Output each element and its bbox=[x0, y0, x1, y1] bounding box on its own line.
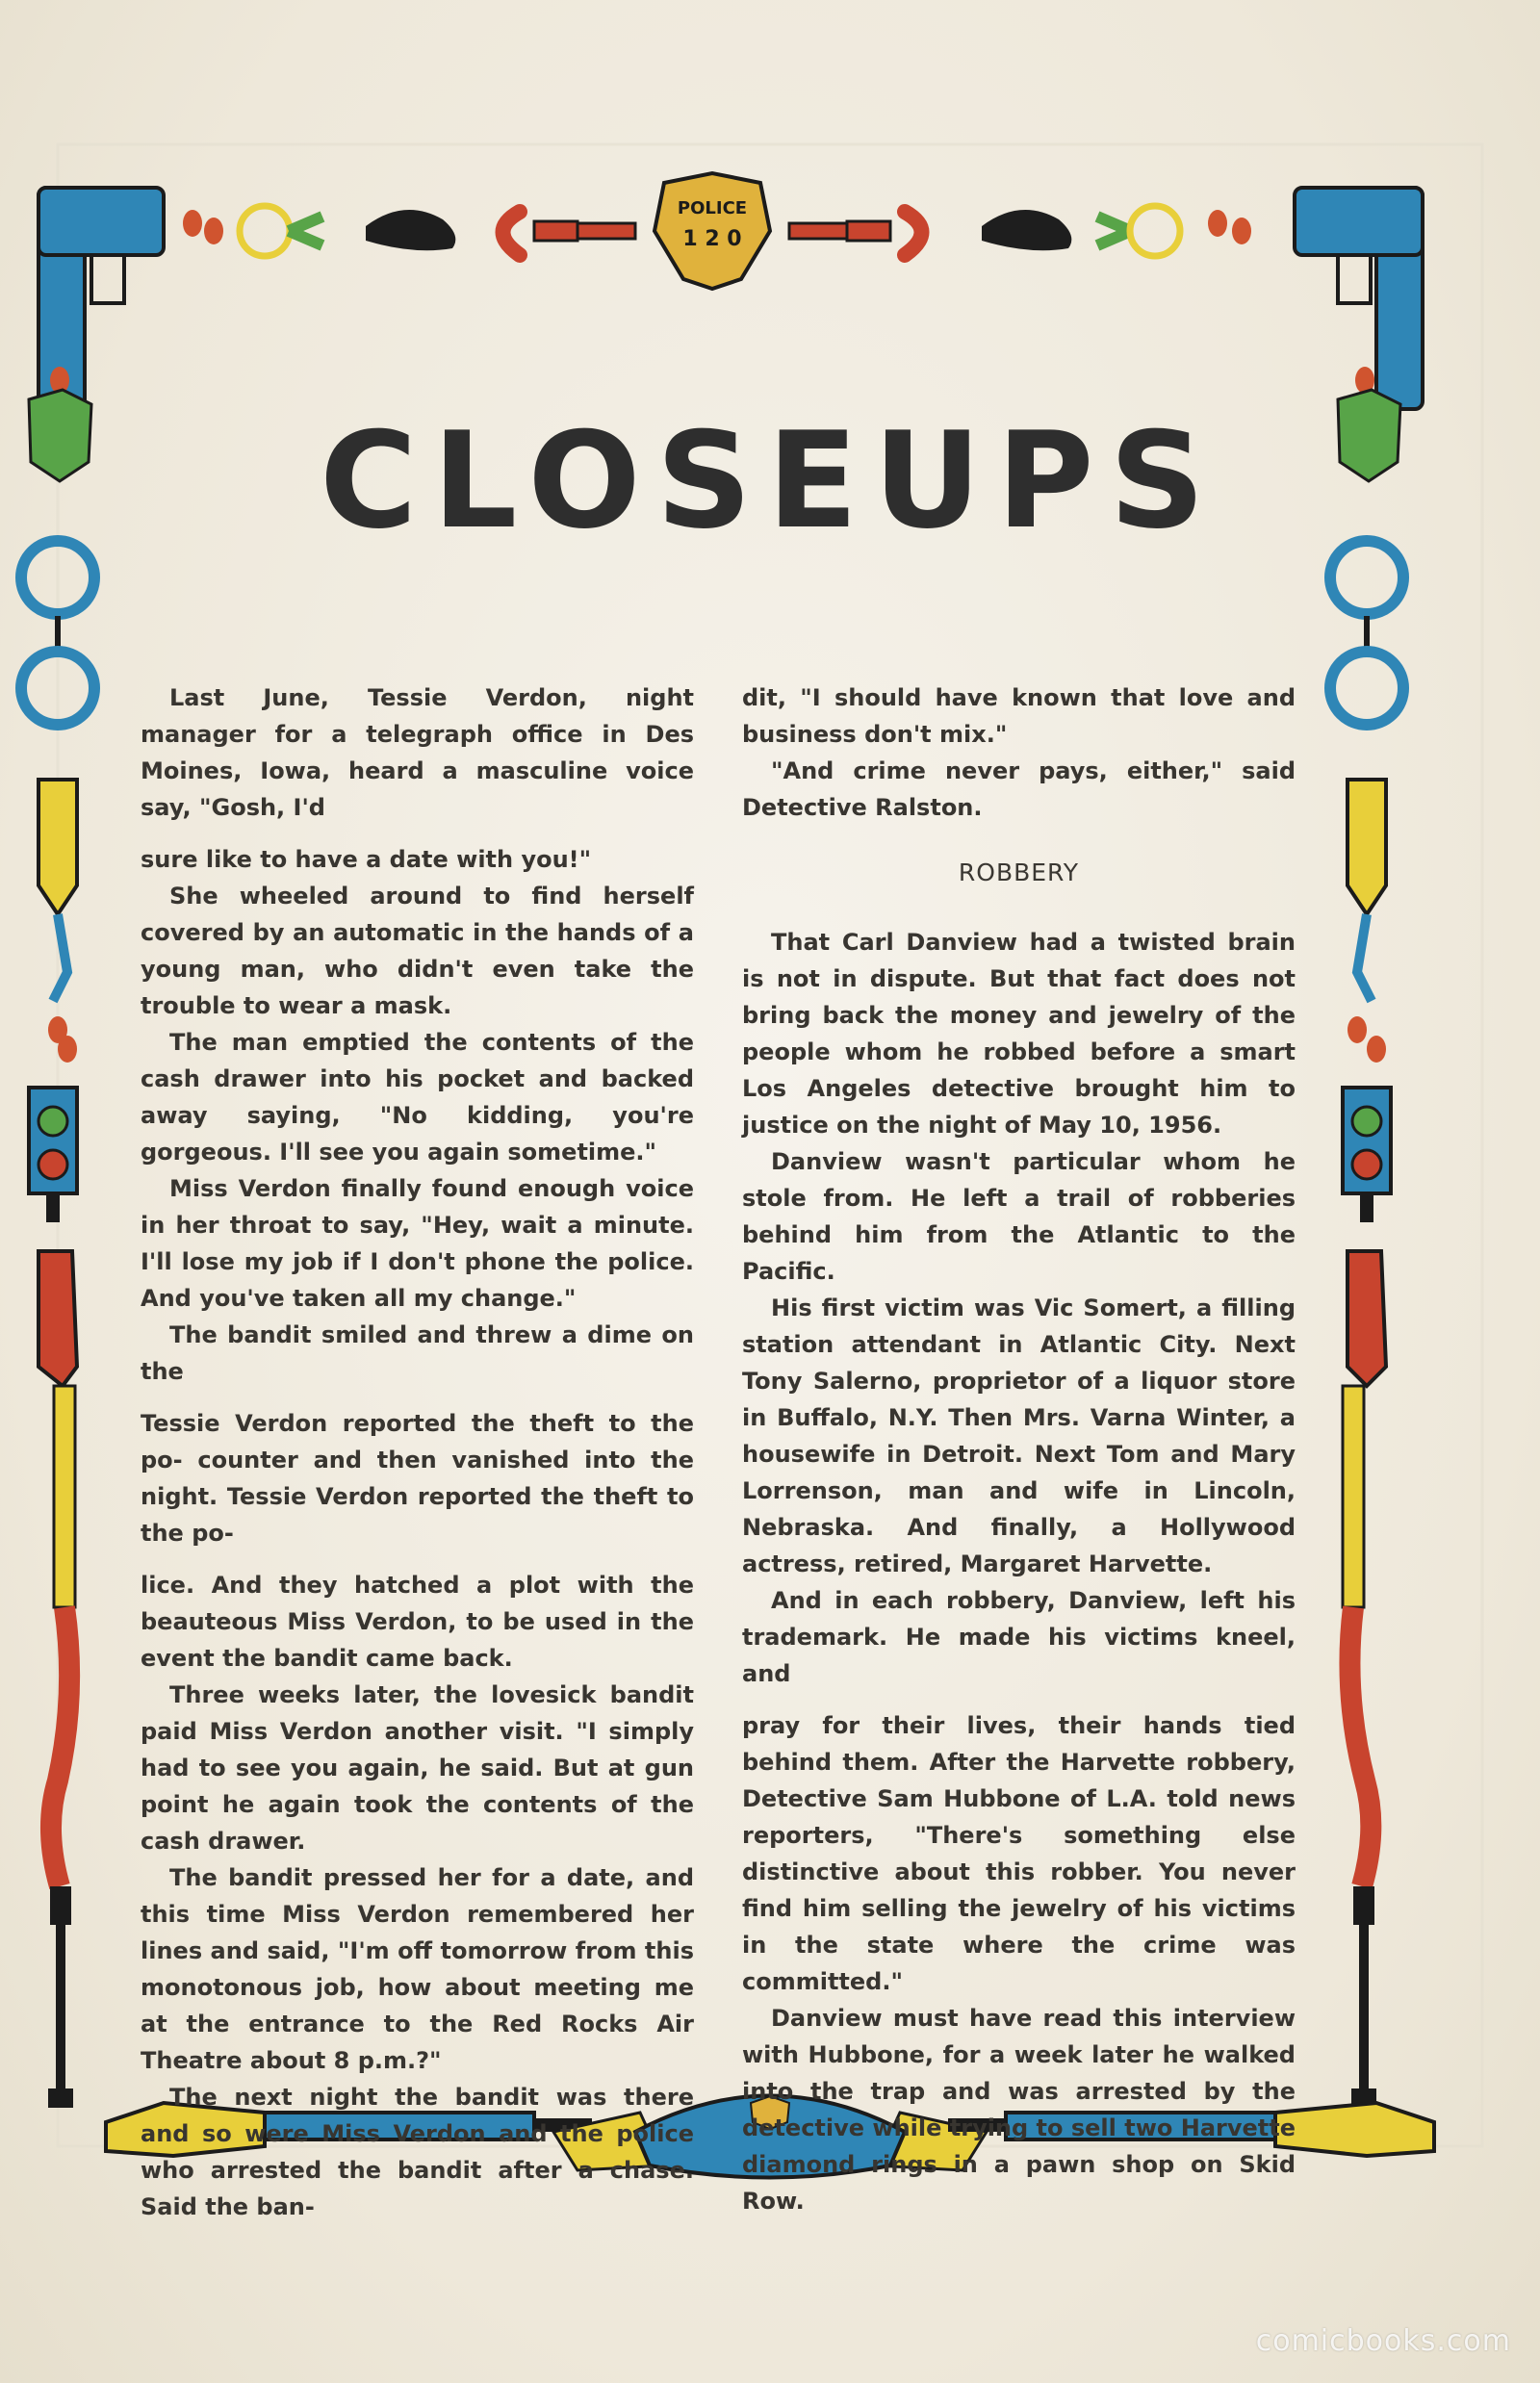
left-nightstick-icon bbox=[51, 1386, 75, 1886]
section-heading: ROBBERY bbox=[958, 858, 1080, 886]
svg-text:1 2 0: 1 2 0 bbox=[682, 227, 742, 251]
paragraph: And in each robbery, Danview, left his trademark. He made his victims kneel, and bbox=[742, 1587, 1296, 1687]
paragraph: Miss Verdon finally found enough voice in her throat to say, "Hey, wait a minute. I'll lose my job if I don't phone the police. And you've taken all my change." bbox=[141, 1175, 694, 1312]
handcuffs-icon bbox=[503, 212, 636, 255]
paragraph: The bandit pressed her for a date, and this time Miss Verdon remembered her lines and said, "I'm off tomorrow from this monotonous job, how about meeting me at the entrance to the Red Rocks Air Theatre about 8 p.m.?" bbox=[141, 1864, 694, 2074]
paragraph: lice. And they hatched a plot with the beauteous Miss Verdon, to be used in the event the bandit came back. bbox=[141, 1572, 694, 1672]
mask-icon bbox=[982, 210, 1071, 250]
paragraph: pray for their lives, their hands tied behind them. After the Harvette robbery, Detective Sam Hubbone of L.A. told news reporters, "There's something else distinctive about this robber. You never find him selling the jewelry of his victims in the state where the crime was committed." bbox=[742, 1712, 1296, 1995]
right-column bbox=[742, 679, 1296, 2219]
page-title: CLOSEUPS bbox=[320, 403, 1220, 558]
paragraph: His first victim was Vic Somert, a filling station attendant in Atlantic City. Next Tony Salerno, proprietor of a liquor store in Buffalo, N.Y. Then Mrs. Varna Winter, a housewife in Detroit. Next Tom and Mary Lorrenson, man and wife in Lincoln, Nebraska. And finally, a Hollywood actress, retired, Margaret Harvette. bbox=[742, 1294, 1296, 1577]
handcuffs-icon bbox=[240, 206, 322, 256]
bullet-icon bbox=[1208, 210, 1251, 244]
paragraph: Three weeks later, the lovesick bandit paid Miss Verdon another visit. "I simply had to see you again, he said. But at gun point he again took the contents of the cash drawer. bbox=[141, 1681, 694, 1855]
police-badge-icon bbox=[654, 173, 770, 289]
paragraph: Last June, Tessie Verdon, night manager for a telegraph office in Des Moines, Iowa, heard a masculine voice say, "Gosh, I'd bbox=[141, 684, 694, 821]
bullet-icon bbox=[183, 210, 223, 244]
paragraph: dit, "I should have known that love and business don't mix." bbox=[742, 684, 1296, 748]
paragraph: Danview must have read this interview with Hubbone, for a week later he walked into the trap and was arrested by the detective while trying to sell two Harvette diamond rings in a pawn shop on Skid Row. bbox=[742, 2005, 1296, 2215]
right-handcuffs-icon bbox=[1330, 541, 1403, 725]
right-street-lamp-icon bbox=[1351, 1886, 1376, 2108]
paragraph: Danview wasn't particular whom he stole from. He left a trail of robberies behind him from the Atlantic to the Pacific. bbox=[742, 1148, 1296, 1285]
paragraph: The next night the bandit was there and so were Miss Verdon and the police who arrested the bandit after a chase. Said the ban- bbox=[141, 2084, 694, 2220]
bullet-icon bbox=[48, 1016, 77, 1063]
svg-text:POLICE: POLICE bbox=[677, 198, 748, 218]
watermark: comicbooks.com bbox=[1255, 2324, 1511, 2358]
paragraph: That Carl Danview had a twisted brain is not in dispute. But that fact does not bring back the money and jewelry of the people whom he robbed before a smart Los Angeles detective brought him to justice on the night of May 10, 1956. bbox=[742, 929, 1296, 1139]
left-street-lamp-icon bbox=[48, 1886, 73, 2108]
paragraph: "And crime never pays, either," said Detective Ralston. bbox=[742, 757, 1296, 821]
right-revolver-icon bbox=[1348, 780, 1386, 1001]
bullet-icon bbox=[1348, 1016, 1386, 1063]
paragraph: Tessie Verdon reported the theft to the po- counter and then vanished into the night. Tessie Verdon reported the theft to the po- bbox=[141, 1410, 694, 1547]
left-column bbox=[141, 679, 694, 2225]
paragraph: The bandit smiled and threw a dime on the bbox=[141, 1321, 694, 1385]
right-revolver-icon bbox=[1348, 1251, 1386, 1386]
handcuffs-icon bbox=[789, 212, 922, 255]
right-traffic-light-icon bbox=[1343, 1088, 1391, 1222]
mask-icon bbox=[366, 210, 455, 250]
paragraph: The man emptied the contents of the cash drawer into his pocket and backed away saying, "No kidding, you're gorgeous. I'll see you again sometime." bbox=[141, 1029, 694, 1166]
handcuffs-icon bbox=[1097, 206, 1180, 256]
paragraph: She wheeled around to find herself covered by an automatic in the hands of a young man, who didn't even take the trouble to wear a mask. bbox=[141, 883, 694, 1019]
right-nightstick-icon bbox=[1343, 1386, 1371, 1886]
paragraph: sure like to have a date with you!" bbox=[141, 846, 592, 873]
left-traffic-light-icon bbox=[29, 1088, 77, 1222]
left-revolver-icon bbox=[38, 1251, 77, 1386]
